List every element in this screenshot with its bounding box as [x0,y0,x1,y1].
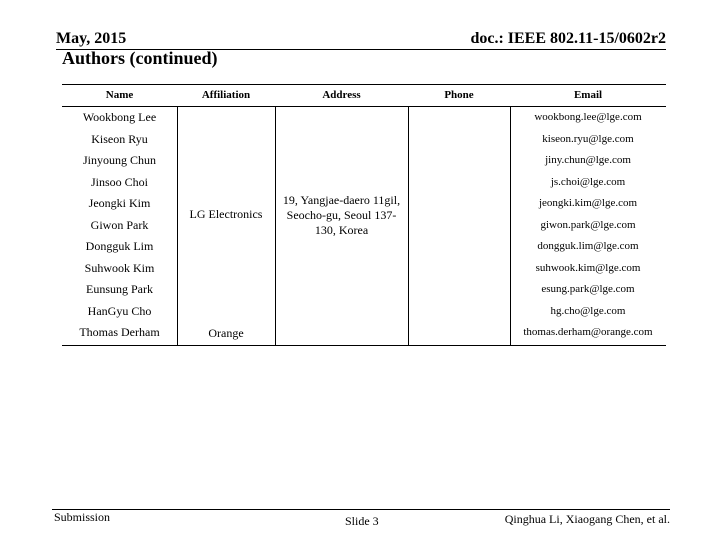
author-name: Thomas Derham [79,325,160,339]
author-name: Eunsung Park [86,282,153,296]
table-top-rule [62,84,666,85]
author-email: kiseon.ryu@lge.com [542,133,634,145]
footer-slide-number: Slide 3 [345,514,379,528]
slide-title: Authors (continued) [62,48,218,68]
address-lg-electronics: 19, Yangjae-daero 11gil, Seocho-gu, Seoul 137-130, Korea [282,193,401,237]
affiliation-orange: Orange [208,326,244,340]
author-email: suhwook.kim@lge.com [535,262,641,274]
table-header-rule [62,106,666,107]
author-email: dongguk.lim@lge.com [537,240,639,252]
author-name: Jinsoo Choi [90,175,148,189]
header-date: May, 2015 [56,30,127,47]
author-email: esung.park@lge.com [541,283,635,295]
author-name: Wookbong Lee [82,110,157,124]
author-name: Suhwook Kim [84,261,155,275]
author-email: jiny.chun@lge.com [545,154,631,166]
affiliation-lg-electronics: LG Electronics [189,207,263,221]
author-name: HanGyu Cho [87,304,152,318]
author-email: wookbong.lee@lge.com [534,111,642,123]
author-name: Jeongki Kim [88,196,151,210]
author-name: Kiseon Ryu [91,132,148,146]
footer-authors: Qinghua Li, Xiaogang Chen, et al. [504,512,670,526]
column-header-email: Email [573,89,603,101]
column-header-name: Name [105,89,134,101]
table-bottom-rule [62,345,666,346]
column-header-phone: Phone [444,89,474,101]
author-email: hg.cho@lge.com [550,305,626,317]
author-email: js.choi@lge.com [550,176,626,188]
author-name: Dongguk Lim [85,239,154,253]
column-separator [275,106,276,346]
column-separator [408,106,409,346]
author-email: thomas.derham@orange.com [523,326,653,338]
author-name: Giwon Park [90,218,149,232]
column-header-affiliation: Affiliation [201,89,251,101]
author-name: Jinyoung Chun [82,153,156,167]
footer-divider [52,509,670,510]
column-separator [177,106,178,346]
column-header-address: Address [322,89,361,101]
authors-table [62,84,666,346]
author-email: jeongki.kim@lge.com [538,197,638,209]
footer-submission: Submission [54,510,111,524]
author-email: giwon.park@lge.com [540,219,636,231]
header-doc-id: doc.: IEEE 802.11-15/0602r2 [470,30,666,47]
